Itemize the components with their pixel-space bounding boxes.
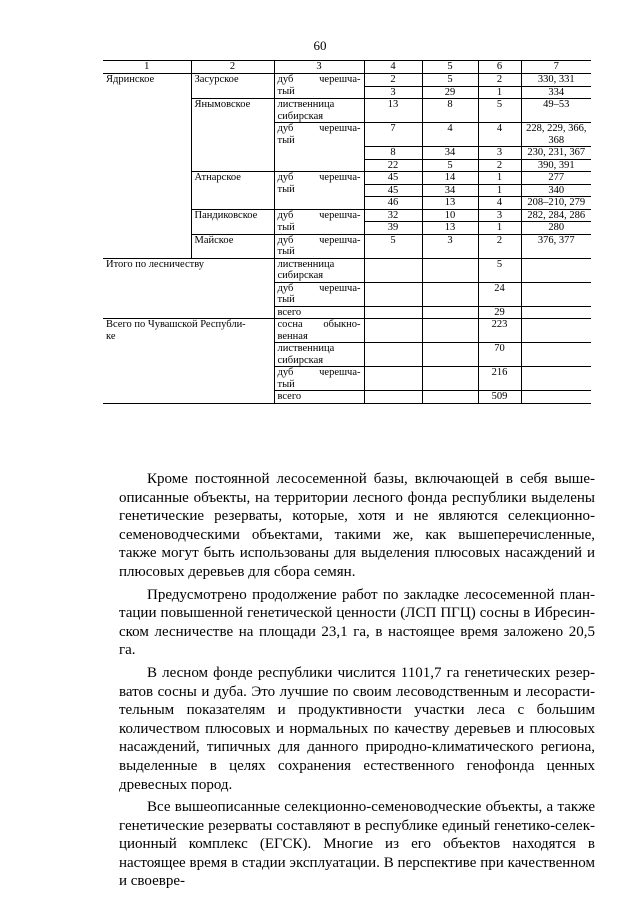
value-cell: 45 [364, 172, 422, 185]
value-cell [364, 391, 422, 404]
value-cell: 29 [422, 86, 478, 99]
value-cell [364, 319, 422, 343]
value-cell: 376, 377 [521, 234, 591, 258]
header-cell: 2 [191, 61, 274, 74]
value-cell: 330, 331 [521, 74, 591, 87]
paragraph: Все вышеописанные селекционно-семеноводческие объекты, а также генетические резерваты составляют в республике единый генетико-селекционный комплекс (ЕГСК). Многие из его объектов находятся в настоящее время в стадии эксплуатации. В перспективе при качественном и своевре- [119, 799, 595, 890]
table-row [103, 319, 591, 343]
value-cell: 34 [422, 184, 478, 197]
value-cell: 8 [364, 147, 422, 160]
value-cell: 223 [478, 319, 521, 343]
value-cell: 277 [521, 172, 591, 185]
value-cell [422, 367, 478, 391]
value-cell: 216 [478, 367, 521, 391]
value-cell: 8 [422, 99, 478, 123]
value-cell: 13 [422, 197, 478, 210]
forestry-cell: Майское [191, 234, 274, 258]
value-cell [521, 258, 591, 282]
species-cell: лиственница сибирская [274, 258, 364, 282]
value-cell: 208–210, 279 [521, 197, 591, 210]
subtotal-label: Итого по лесничеству [103, 258, 274, 319]
value-cell: 4 [422, 123, 478, 147]
value-cell [422, 282, 478, 306]
header-cell: 4 [364, 61, 422, 74]
value-cell: 10 [422, 209, 478, 222]
species-cell: дуб черешча- тый [274, 123, 364, 172]
value-cell: 1 [478, 172, 521, 185]
district-cell: Ядринское [103, 74, 191, 259]
species-cell: дуб черешча- [274, 74, 364, 87]
value-cell: 228, 229, 366, 368 [521, 123, 591, 147]
forestry-cell: Атнарское [191, 172, 274, 210]
value-cell [521, 343, 591, 367]
species-cell [274, 197, 364, 210]
species-cell: дуб черешча- [274, 209, 364, 222]
value-cell: 334 [521, 86, 591, 99]
value-cell: 4 [478, 197, 521, 210]
value-cell [364, 343, 422, 367]
header-cell: 6 [478, 61, 521, 74]
value-cell: 13 [422, 222, 478, 235]
paragraph: В лесном фонде республики числится 1101,7 га генетических резерватов сосны и дуба. Это лучшие по своим лесоводственным и лесорастительным показателям и продуктивности участки леса с большим количеством плюсовых и нормальных по качеству деревьев и плюсовых насаждений, типичных для данного природно-климатического региона, выделенные в целях сохранения естественного генофонда ценных древесных пород. [119, 664, 595, 793]
header-cell: 1 [103, 61, 191, 74]
value-cell: 7 [364, 123, 422, 147]
table-row [103, 258, 591, 282]
value-cell: 3 [422, 234, 478, 258]
value-cell [521, 306, 591, 319]
value-cell: 46 [364, 197, 422, 210]
value-cell: 24 [478, 282, 521, 306]
value-cell [422, 343, 478, 367]
species-cell: дуб черешча- [274, 172, 364, 185]
value-cell: 29 [478, 306, 521, 319]
value-cell [364, 282, 422, 306]
species-cell: дуб черешча- тый [274, 234, 364, 258]
value-cell: 49–53 [521, 99, 591, 123]
value-cell [422, 306, 478, 319]
value-cell: 509 [478, 391, 521, 404]
species-cell: дуб черешча- тый [274, 367, 364, 391]
value-cell [364, 367, 422, 391]
value-cell: 2 [478, 159, 521, 172]
total-label: Всего по Чувашской Республи- ке [103, 319, 274, 404]
species-cell: тый [274, 86, 364, 99]
body-text [119, 470, 595, 895]
value-cell: 340 [521, 184, 591, 197]
value-cell: 280 [521, 222, 591, 235]
value-cell: 1 [478, 86, 521, 99]
header-cell: 5 [422, 61, 478, 74]
value-cell: 32 [364, 209, 422, 222]
value-cell [521, 391, 591, 404]
page-number: 60 [313, 38, 327, 53]
value-cell: 1 [478, 184, 521, 197]
value-cell: 39 [364, 222, 422, 235]
value-cell: 5 [422, 159, 478, 172]
value-cell: 5 [478, 99, 521, 123]
value-cell: 230, 231, 367 [521, 147, 591, 160]
value-cell: 2 [478, 234, 521, 258]
value-cell: 2 [478, 74, 521, 87]
value-cell: 5 [422, 74, 478, 87]
species-cell: сосна обыкно- венная [274, 319, 364, 343]
species-cell: всего [274, 306, 364, 319]
value-cell: 14 [422, 172, 478, 185]
value-cell [521, 367, 591, 391]
species-cell: лиственница сибирская [274, 343, 364, 367]
value-cell: 34 [422, 147, 478, 160]
species-cell: всего [274, 391, 364, 404]
value-cell: 5 [478, 258, 521, 282]
forestry-cell: Пандиковское [191, 209, 274, 234]
forestry-cell: Засурское [191, 74, 274, 99]
species-cell: тый [274, 222, 364, 235]
species-cell: тый [274, 184, 364, 197]
table-row [103, 74, 591, 87]
value-cell [422, 258, 478, 282]
value-cell: 3 [478, 147, 521, 160]
value-cell: 3 [478, 209, 521, 222]
value-cell: 4 [478, 123, 521, 147]
value-cell: 3 [364, 86, 422, 99]
value-cell [422, 319, 478, 343]
value-cell: 5 [364, 234, 422, 258]
seed-objects-table [103, 60, 591, 404]
value-cell [521, 282, 591, 306]
value-cell: 45 [364, 184, 422, 197]
header-cell: 3 [274, 61, 364, 74]
paragraph: Предусмотрено продолжение работ по закладке лесосеменной плантации повышенной генетической ценности (ЛСП ПГЦ) сосны в Ибресинском лесничестве на площади 23,1 га, в настоящее время заложено 20,5 га. [119, 586, 595, 659]
value-cell: 22 [364, 159, 422, 172]
value-cell: 70 [478, 343, 521, 367]
value-cell: 13 [364, 99, 422, 123]
value-cell [422, 391, 478, 404]
species-cell: лиственница сибирская [274, 99, 364, 123]
value-cell [521, 319, 591, 343]
table-header-row [103, 61, 591, 74]
species-cell: дуб черешча- тый [274, 282, 364, 306]
forestry-cell: Янымовское [191, 99, 274, 172]
header-cell: 7 [521, 61, 591, 74]
value-cell: 282, 284, 286 [521, 209, 591, 222]
value-cell [364, 306, 422, 319]
value-cell: 2 [364, 74, 422, 87]
value-cell: 1 [478, 222, 521, 235]
value-cell: 390, 391 [521, 159, 591, 172]
value-cell [364, 258, 422, 282]
paragraph: Кроме постоянной лесосеменной базы, включающей в себя вышеописанные объекты, на территории лесного фонда республики выделены генетические резерваты, которые, хотя и не являются селекционно-семеноводческими объектами, такими же, как вышеперечисленные, также могут быть использованы для выделения плюсовых насаждений и плюсовых деревьев для сбора семян. [119, 471, 595, 580]
